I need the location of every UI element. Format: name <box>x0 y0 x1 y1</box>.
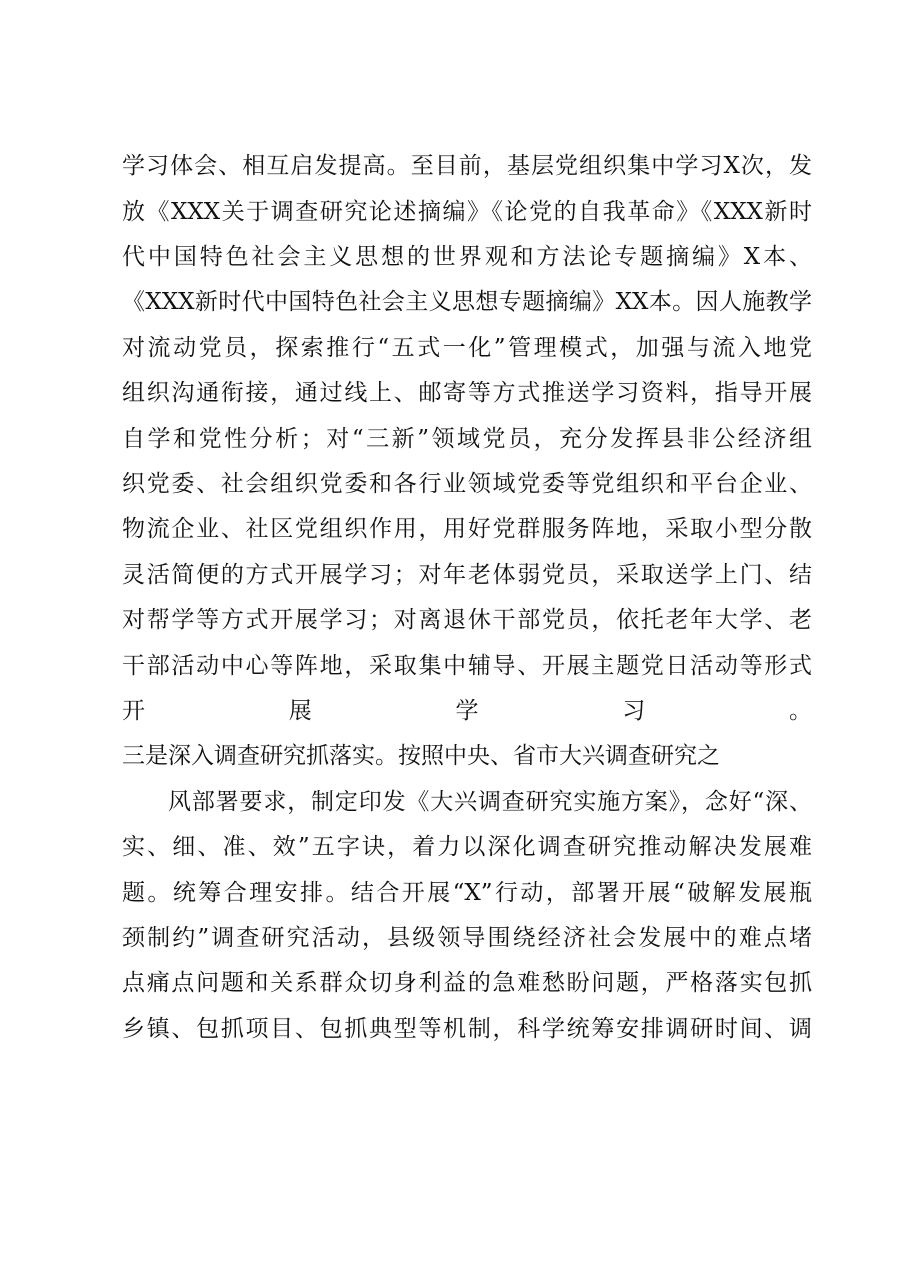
text-line-4: 《XXX新时代中国特色社会主义思想专题摘编》XX本。因人施教学 <box>122 289 812 315</box>
paragraph-start-line: 风部署要求，制定印发《大兴调查研究实施方案》，念好“深、 <box>168 789 812 815</box>
text-line-12: 干部活动中心等阵地，采取集中辅导、开展主题党日活动等形式 <box>122 653 812 679</box>
text-line-20: 乡镇、包抓项目、包抓典型等机制，科学统筹安排调研时间、调 <box>122 1016 812 1042</box>
text-line-6: 组织沟通衔接，通过线上、邮寄等方式推送学习资料，指导开展 <box>122 380 812 406</box>
text-line-18: 颈制约”调查研究活动，县级领导围绕经济社会发展中的难点堵 <box>122 925 812 951</box>
text-line-3: 代中国特色社会主义思想的世界观和方法论专题摘编》X本、 <box>122 244 812 270</box>
text-line-1: 学习体会、相互启发提高。至目前，基层党组织集中学习X次，发 <box>122 153 812 179</box>
text-line-2: 放《XXX关于调查研究论述摘编》《论党的自我革命》《XXX新时 <box>122 199 812 225</box>
text-line-11: 对帮学等方式开展学习；对离退休干部党员，依托老年大学、老 <box>122 607 812 633</box>
text-line-5: 对流动党员，探索推行“五式一化”管理模式，加强与流入地党 <box>122 335 812 361</box>
text-line-8: 织党委、社会组织党委和各行业领域党委等党组织和平台企业、 <box>122 471 812 497</box>
text-line-9: 物流企业、社区党组织作用，用好党群服务阵地，采取小型分散 <box>122 516 812 542</box>
text-line-13: 开展学习。 <box>122 698 812 724</box>
text-line-19: 点痛点问题和关系群众切身利益的急难愁盼问题，严格落实包抓 <box>122 970 812 996</box>
text-line-7: 自学和党性分析；对“三新”领域党员，充分发挥县非公经济组 <box>122 426 812 452</box>
text-line-16: 实、细、准、效”五字诀，着力以深化调查研究推动解决发展难 <box>122 834 812 860</box>
text-line-10: 灵活简便的方式开展学习；对年老体弱党员，采取送学上门、结 <box>122 562 812 588</box>
text-line-14: 三是深入调查研究抓落实。按照中央、省市大兴调查研究之 <box>122 743 720 769</box>
text-line-17: 题。统筹合理安排。结合开展“X”行动，部署开展“破解发展瓶 <box>122 880 812 906</box>
